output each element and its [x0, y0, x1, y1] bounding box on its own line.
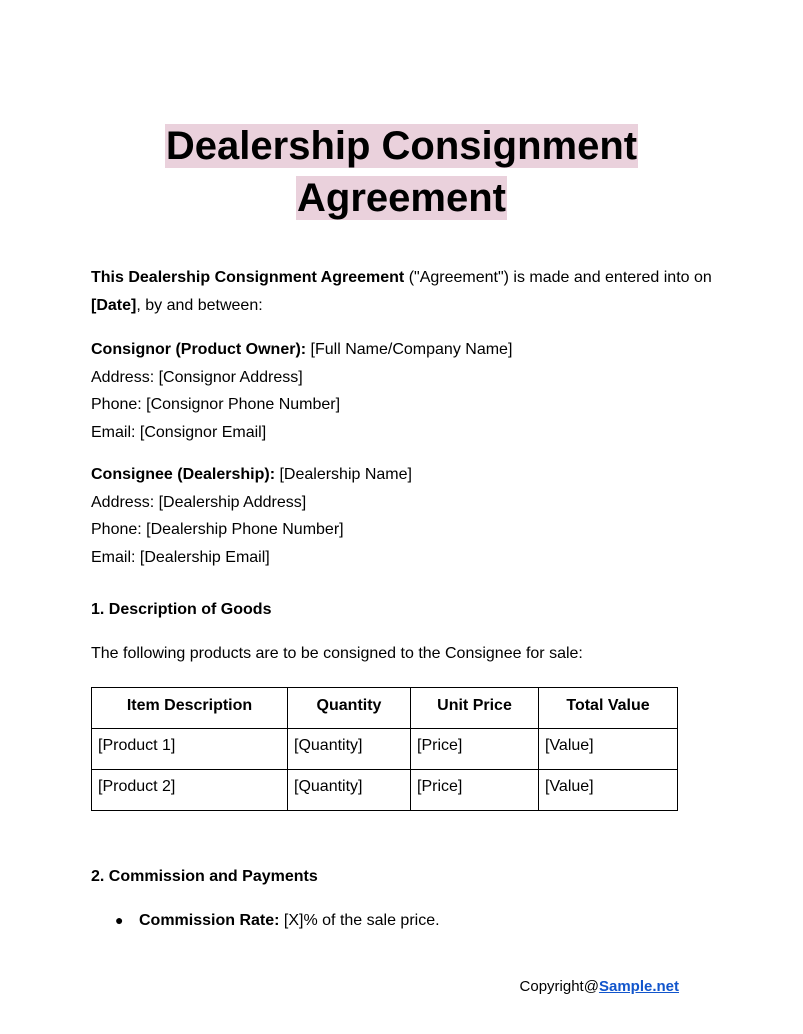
table-row — [92, 729, 678, 770]
commission-rate-label: Commission Rate: — [139, 912, 280, 929]
copyright-text: Copyright@ — [519, 978, 599, 995]
cell-value: [Value] — [539, 770, 678, 811]
document-title — [0, 120, 803, 224]
cell-quantity: [Quantity] — [288, 770, 411, 811]
commission-rate-text: [X]% of the sale price. — [279, 912, 440, 929]
title-line-2: Agreement — [297, 176, 506, 220]
consignee-block — [91, 461, 721, 571]
cell-price: [Price] — [411, 729, 539, 770]
agreement-rest: ("Agreement") is made and entered into on — [404, 269, 712, 286]
consignee-name: [Dealership Name] — [275, 466, 412, 483]
consignee-label: Consignee (Dealership): — [91, 466, 276, 483]
date-placeholder: [Date] — [91, 296, 137, 314]
section-1-intro: The following products are to be consigned to the Consignee for sale: — [91, 645, 583, 662]
cell-price: [Price] — [411, 770, 539, 811]
cell-item: [Product 1] — [92, 729, 288, 770]
consignor-name: [Full Name/Company Name] — [306, 341, 513, 358]
footer-copyright — [520, 977, 679, 997]
consignor-email: Email: [Consignor Email] — [91, 423, 267, 441]
cell-item: [Product 2] — [92, 770, 288, 811]
table-row — [92, 770, 678, 811]
goods-table — [91, 687, 678, 811]
date-rest: , by and between: — [136, 296, 263, 314]
consignee-phone: Phone: [Dealership Phone Number] — [91, 521, 344, 538]
header-item-description: Item Description — [92, 688, 288, 729]
consignee-address: Address: [Dealership Address] — [91, 493, 307, 511]
agreement-name: This Dealership Consignment Agreement — [91, 269, 405, 286]
header-quantity: Quantity — [288, 688, 411, 729]
consignee-email: Email: [Dealership Email] — [91, 548, 270, 566]
consignor-block — [91, 336, 721, 446]
header-unit-price: Unit Price — [411, 688, 539, 729]
section-1-heading: 1. Description of Goods — [91, 601, 272, 618]
table-header-row — [92, 688, 678, 729]
title-line-1: Dealership Consignment — [165, 124, 638, 168]
intro-paragraph — [91, 264, 721, 319]
cell-quantity: [Quantity] — [288, 729, 411, 770]
cell-value: [Value] — [539, 729, 678, 770]
bullet-icon: ● — [115, 912, 124, 928]
sample-net-link[interactable]: Sample.net — [598, 978, 679, 995]
consignor-phone: Phone: [Consignor Phone Number] — [91, 396, 341, 413]
header-total-value: Total Value — [539, 688, 678, 729]
section-2-heading: 2. Commission and Payments — [91, 868, 318, 885]
commission-rate-item — [115, 907, 440, 934]
consignor-address: Address: [Consignor Address] — [91, 368, 303, 386]
consignor-label: Consignor (Product Owner): — [91, 341, 307, 358]
